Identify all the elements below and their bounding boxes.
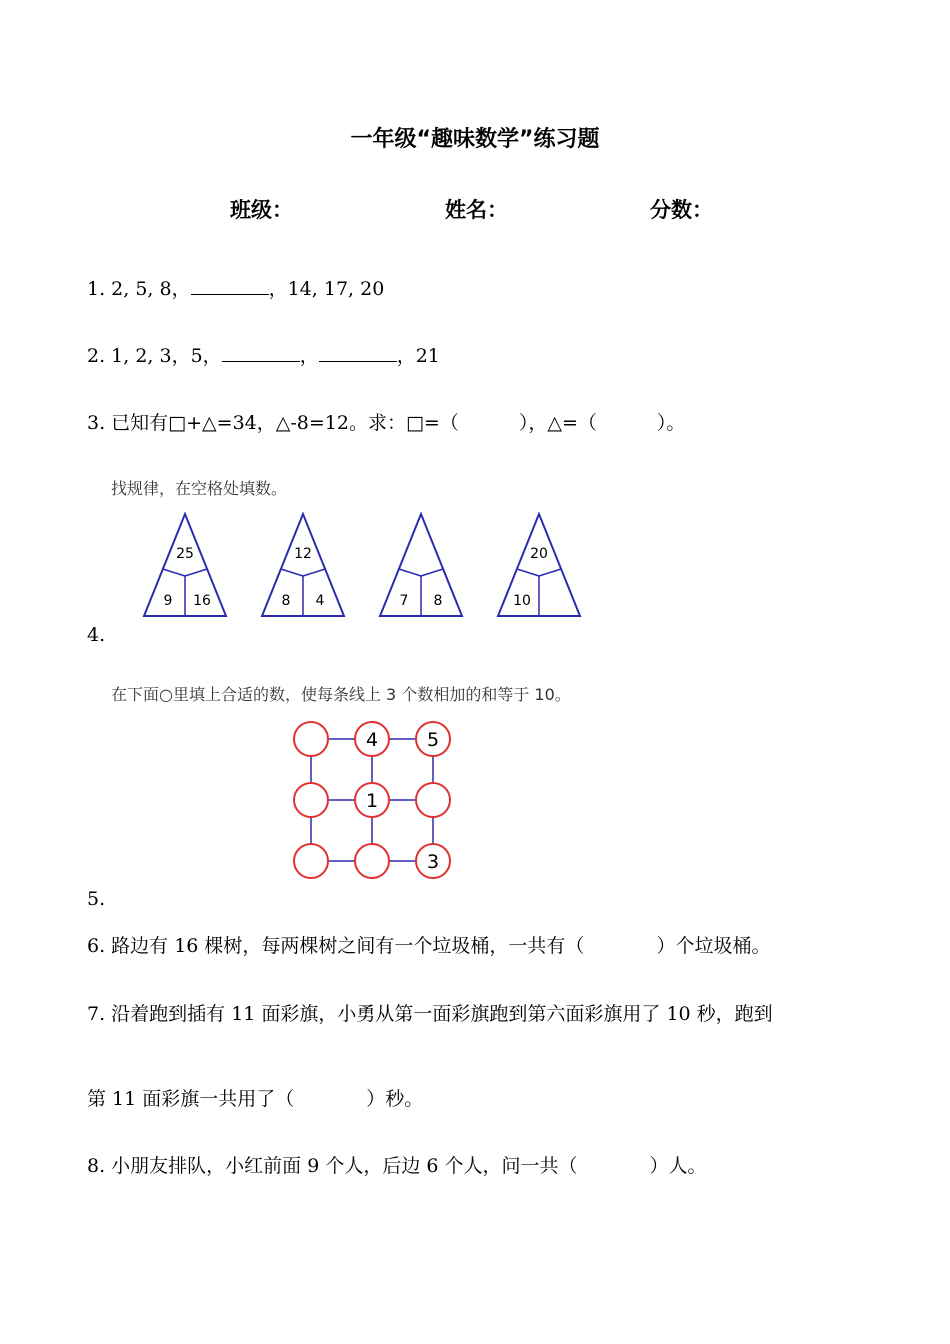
number-triangle (262, 514, 344, 616)
question-1 (87, 276, 384, 302)
q8-prefix: 8. 小朋友排队，小红前面 9 个人，后边 6 个人，问一共（ (87, 1155, 578, 1177)
triangle-group (144, 514, 580, 616)
triangle-right-number: 16 (193, 593, 211, 609)
q3-suffix: ）。 (656, 412, 686, 434)
q3-middle: ），△=（ (518, 412, 597, 434)
empty-circle[interactable] (294, 722, 328, 756)
number-triangle (144, 514, 226, 616)
q1-suffix: ，14, 17, 20 (268, 278, 385, 300)
class-label: 班级： (230, 198, 293, 222)
q2-prefix: 2. 1, 2, 3，5， (87, 345, 222, 367)
question-7-line-1: 7. 沿着跑到插有 11 面彩旗，小勇从第一面彩旗跑到第六面彩旗用了 10 秒，跑到 (87, 1003, 773, 1025)
q7-suffix: ）秒。 (366, 1088, 424, 1110)
divider-line (303, 569, 325, 576)
q5-number: 5. (87, 888, 106, 910)
grid-circles (294, 722, 450, 878)
q1-blank[interactable] (191, 276, 269, 295)
triangle-left-number: 7 (399, 593, 409, 609)
question-3 (87, 410, 685, 436)
number-triangle (498, 514, 580, 616)
name-label: 姓名： (445, 198, 508, 222)
divider-line (421, 569, 443, 576)
q6-prefix: 6. 路边有 16 棵树，每两棵树之间有一个垃圾桶，一共有（ (87, 935, 585, 957)
q2-suffix: ，21 (396, 345, 440, 367)
triangle-left-number: 8 (281, 593, 291, 609)
circle-number: 4 (365, 729, 379, 751)
circle-number: 3 (426, 851, 440, 873)
question-7-line-2 (87, 1086, 423, 1112)
q7-prefix: 第 11 面彩旗一共用了（ (87, 1088, 295, 1110)
q4-number: 4. (87, 624, 106, 646)
q6-suffix: ）个垃圾桶。 (656, 935, 771, 957)
q1-prefix: 1. 2, 5, 8， (87, 278, 191, 300)
q2-blank-2[interactable] (319, 343, 397, 362)
divider-line (539, 569, 561, 576)
empty-circle[interactable] (294, 844, 328, 878)
triangle-right-number: 4 (315, 593, 325, 609)
divider-line (185, 569, 207, 576)
q4-instruction: 找规律，在空格处填数。 (111, 479, 288, 498)
question-8 (87, 1153, 707, 1179)
triangle-top-number: 20 (530, 546, 548, 562)
q8-suffix: ）人。 (649, 1155, 707, 1177)
q5-instruction: 在下面○里填上合适的数，使每条线上 3 个数相加的和等于 10。 (111, 685, 571, 704)
circle-number: 5 (426, 729, 440, 751)
empty-circle[interactable] (355, 844, 389, 878)
question-2 (87, 343, 440, 369)
circle-number: 1 (365, 790, 379, 812)
q5-circle-grid (288, 716, 458, 886)
triangle-left-number: 9 (163, 593, 173, 609)
empty-circle[interactable] (416, 783, 450, 817)
triangle-top-number: 25 (176, 546, 194, 562)
empty-circle[interactable] (294, 783, 328, 817)
score-label: 分数： (650, 198, 713, 222)
divider-line (399, 569, 421, 576)
triangle-right-number: 8 (433, 593, 443, 609)
q4-triangle-figure (140, 510, 600, 622)
divider-line (517, 569, 539, 576)
q3-prefix: 3. 已知有□+△=34，△-8=12。求：□=（ (87, 412, 459, 434)
question-6 (87, 933, 770, 959)
triangle-top-number: 12 (294, 546, 312, 562)
q2-blank-1[interactable] (222, 343, 300, 362)
q2-middle: ， (299, 345, 319, 367)
page-title: 一年级“趣味数学”练习题 (350, 127, 600, 152)
divider-line (163, 569, 185, 576)
triangle-left-number: 10 (513, 593, 531, 609)
divider-line (281, 569, 303, 576)
number-triangle (380, 514, 462, 616)
